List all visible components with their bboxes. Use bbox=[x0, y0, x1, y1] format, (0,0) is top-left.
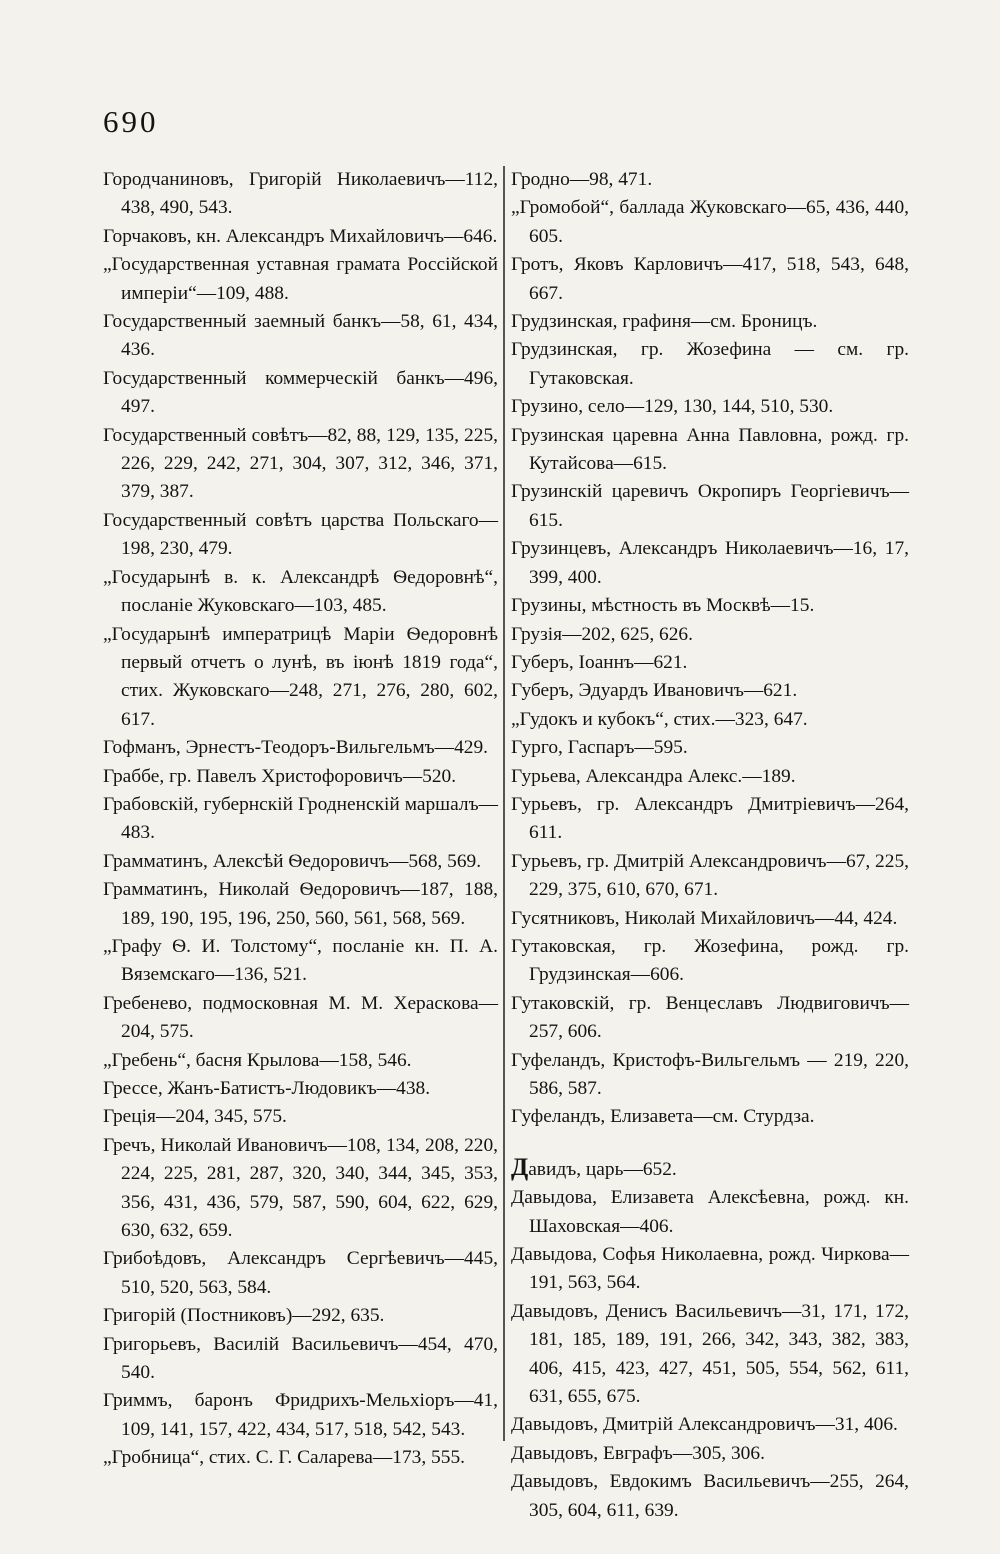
index-entry: Гурго, Гаспаръ—595. bbox=[511, 737, 688, 759]
index-entry: Грамматинъ, Николай Ѳедоровичъ—187, 188, 189, 190, 195, 196, 250, 560, 561, 568, 569. bbox=[103, 879, 498, 929]
index-entry: Греція—204, 345, 575. bbox=[103, 1106, 287, 1128]
index-entry: Грузино, село—129, 130, 144, 510, 530. bbox=[511, 396, 834, 418]
index-entry: Гусятниковъ, Николай Михайловичъ—44, 424. bbox=[511, 907, 898, 929]
index-entry: Григорьевъ, Василій Васильевичъ—454, 470, 540. bbox=[103, 1333, 498, 1384]
index-column-left bbox=[103, 166, 498, 1473]
index-entry: Грудзинская, графиня—см. Броницъ. bbox=[511, 311, 818, 333]
index-entry: Гофманъ, Эрнестъ-Теодоръ-Вильгельмъ—429. bbox=[103, 737, 488, 759]
index-entry: Давыдова, Елизавета Алексѣевна, рожд. кн. Шаховская—406. bbox=[511, 1187, 909, 1237]
index-entry: Губеръ, Эдуардъ Ивановичъ—621. bbox=[511, 680, 798, 702]
index-entry: Гурьева, Александра Алекс.—189. bbox=[511, 765, 796, 787]
index-entry: Грибоѣдовъ, Александръ Сергѣевичъ—445, 510, 520, 563, 584. bbox=[103, 1248, 498, 1298]
index-entry: Грузинская царевна Анна Павловна, рожд. гр. Кутайсова—615. bbox=[511, 424, 909, 475]
index-entry: Грузины, мѣстность въ Москвѣ—15. bbox=[511, 595, 815, 617]
index-entry: Грессе, Жанъ-Батистъ-Людовикъ—438. bbox=[103, 1078, 431, 1099]
index-entry: Государственный совѣтъ царства Польскаго—198, 230, 479. bbox=[103, 509, 498, 560]
index-entry: Гротъ, Яковъ Карловичъ—417, 518, 543, 648, 667. bbox=[511, 254, 909, 304]
index-entry: Горчаковъ, кн. Александръ Михайловичъ—646. bbox=[103, 225, 498, 247]
index-entry: Давыдовъ, Евграфъ—305, 306. bbox=[511, 1442, 765, 1464]
column-divider bbox=[503, 166, 505, 1441]
index-entry: Гребенево, подмосковная М. М. Хераскова—204, 575. bbox=[103, 992, 498, 1043]
index-entry: Гутаковская, гр. Жозефина, рожд. гр. Грудзинская—606. bbox=[511, 935, 909, 986]
index-entry: Грузинцевъ, Александръ Николаевичъ—16, 17, 399, 400. bbox=[511, 538, 909, 588]
index-entry: Давыдовъ, Денисъ Васильевичъ—31, 171, 172, 181, 185, 189, 191, 266, 342, 343, 382, 383, 406, 415, 423, 427, 451, 505, 554, 562, 611, 631, 655, 675. bbox=[511, 1300, 909, 1408]
index-entry: Губеръ, Іоаннъ—621. bbox=[511, 651, 688, 673]
index-entry: Городчаниновъ, Григорій Николаевичъ—112, 438, 490, 543. bbox=[103, 169, 498, 219]
index-entry: Григорій (Постниковъ)—292, 635. bbox=[103, 1305, 385, 1327]
index-entry: Гутаковскій, гр. Венцеславъ Людвиговичъ—257, 606. bbox=[511, 992, 909, 1043]
index-entry: Давыдова, Софья Николаевна, рожд. Чиркова—191, 563, 564. bbox=[511, 1244, 909, 1294]
entry-text: авидъ, царь—652. bbox=[528, 1158, 677, 1180]
index-entry: Граббе, гр. Павелъ Христофоровичъ—520. bbox=[103, 765, 457, 787]
index-column-right bbox=[511, 166, 909, 1525]
index-entry: Гуфеландъ, Елизавета—см. Стурдза. bbox=[511, 1106, 815, 1128]
index-entry: Давыдовъ, Евдокимъ Васильевичъ—255, 264, 305, 604, 611, 639. bbox=[511, 1471, 909, 1521]
index-entry: „Государынѣ в. к. Александрѣ Ѳедоровнѣ“, посланіе Жуковскаго—103, 485. bbox=[103, 566, 498, 617]
index-entry: Гуфеландъ, Кристофъ-Вильгельмъ — 219, 220, 586, 587. bbox=[511, 1049, 909, 1099]
index-entry: „Гребень“, басня Крылова—158, 546. bbox=[103, 1049, 412, 1071]
index-entry: Давыдовъ, Дмитрій Александровичъ—31, 406. bbox=[511, 1414, 898, 1436]
page-number: 690 bbox=[103, 104, 159, 139]
index-entry: Государственный заемный банкъ—58, 61, 434, 436. bbox=[103, 311, 498, 361]
section-d-first-entry bbox=[511, 1154, 909, 1184]
section-letter: Д bbox=[511, 1153, 529, 1181]
index-entry: „Государственная уставная грамата Россійской имперіи“—109, 488. bbox=[103, 254, 498, 304]
index-entry: Гриммъ, баронъ Фридрихъ-Мельхіоръ—41, 109, 141, 157, 422, 434, 517, 518, 542, 543. bbox=[103, 1390, 498, 1440]
index-entry: „Громобой“, баллада Жуковскаго—65, 436, 440, 605. bbox=[511, 197, 909, 247]
index-entry: Гурьевъ, гр. Дмитрій Александровичъ—67, 225, 229, 375, 610, 670, 671. bbox=[511, 850, 909, 901]
index-entry: Государственный совѣтъ—82, 88, 129, 135, 225, 226, 229, 242, 271, 304, 307, 312, 346, 371, 379, 387. bbox=[103, 424, 498, 503]
index-entry: Гурьевъ, гр. Александръ Дмитріевичъ—264, 611. bbox=[511, 793, 909, 844]
index-entry: Грудзинская, гр. Жозефина — см. гр. Гутаковская. bbox=[511, 339, 909, 389]
index-entry: Государственный коммерческій банкъ—496, 497. bbox=[103, 367, 498, 418]
index-entry: Грамматинъ, Алексѣй Ѳедоровичъ—568, 569. bbox=[103, 850, 482, 872]
index-entry: Гродно—98, 471. bbox=[511, 169, 653, 190]
index-entry: „Гробница“, стих. С. Г. Саларева—173, 555. bbox=[103, 1447, 465, 1469]
index-entry: Грузинскій царевичъ Окропиръ Георгіевичъ—615. bbox=[511, 481, 909, 531]
index-entry: „Государынѣ императрицѣ Маріи Ѳедоровнѣ первый отчетъ о лунѣ, въ іюнѣ 1819 года“, стих. Жуковскаго—248, 271, 276, 280, 602, 617. bbox=[103, 623, 498, 730]
index-entry: „Гудокъ и кубокъ“, стих.—323, 647. bbox=[511, 708, 808, 730]
index-entry: Гречъ, Николай Ивановичъ—108, 134, 208, 220, 224, 225, 281, 287, 320, 340, 344, 345, 353, 356, 431, 436, 579, 587, 590, 604, 622, 629, 630, 632, 659. bbox=[103, 1134, 498, 1242]
index-entry: Грабовскій, губернскій Гродненскій маршалъ—483. bbox=[103, 793, 498, 844]
index-entry: „Графу Ѳ. И. Толстому“, посланіе кн. П. А. Вяземскаго—136, 521. bbox=[103, 935, 498, 986]
index-entry: Грузія—202, 625, 626. bbox=[511, 623, 693, 645]
